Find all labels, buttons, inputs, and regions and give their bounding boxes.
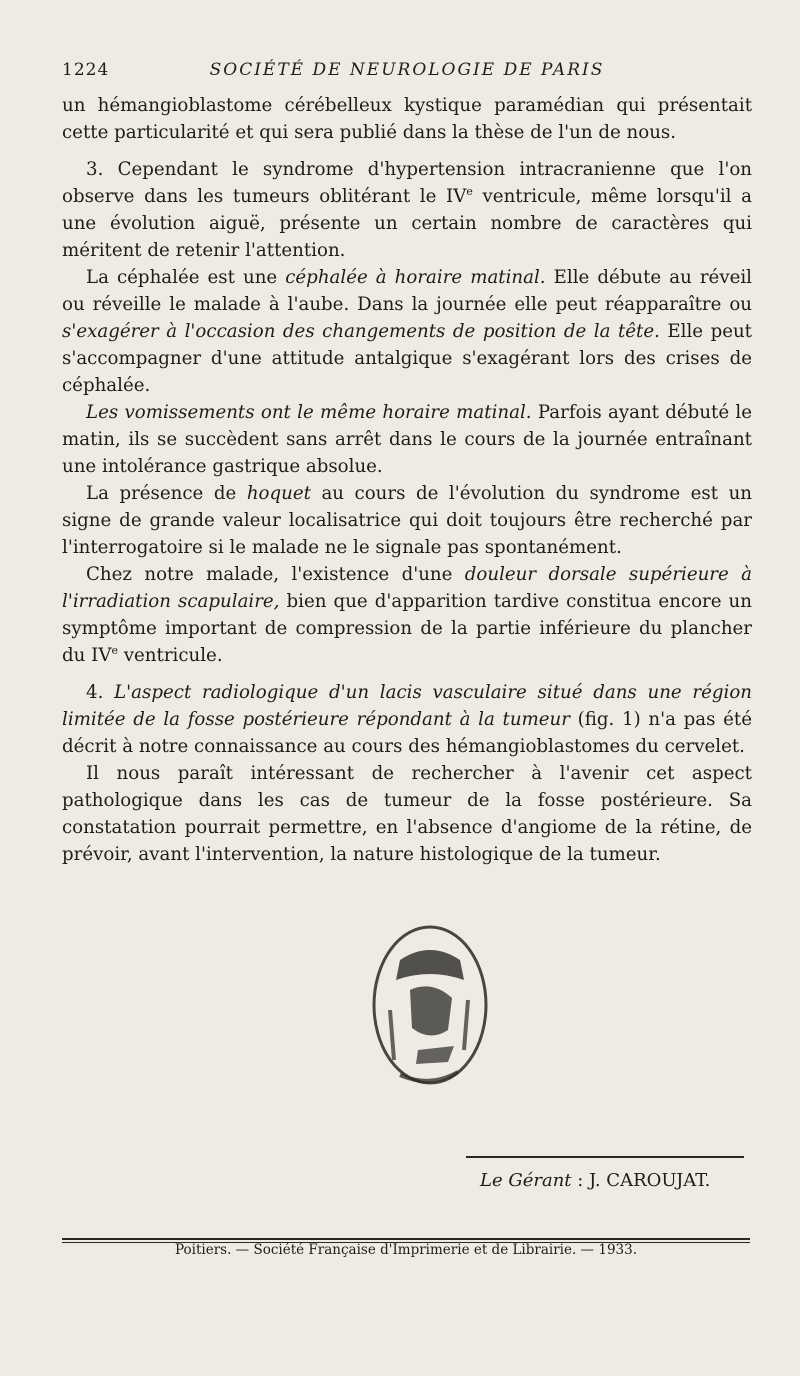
page-header [62,60,752,84]
paragraph-8: Il nous paraît intéressant de rechercher à l'avenir cet aspect pathologique dans les cas de tumeur de la fosse postérieure. Sa constatation pourrait permettre, en l'absence d'angiome de la rétine, de prévoir, avant l'intervention, la nature histologique de la tumeur. [62,763,752,865]
paragraph-6: Chez notre malade, l'existence d'une douleur dorsale supérieure à l'irradiation scapulaire, bien que d'apparition tardive constitua encore un symptôme important de compression de la partie inférieure du plancher du IVe ventricule. [62,564,752,666]
printer-imprint: Poitiers. — Société Française d'Imprimerie et de Librairie. — 1933. [174,1242,637,1258]
paragraph-7: 4. L'aspect radiologique d'un lacis vasculaire situé dans une région limitée de la fosse postérieure répondant à la tumeur (fig. 1) n'a pas été décrit à notre connaissance au cours des hémangioblastomes du cervelet. [62,682,752,757]
paragraph-5: La présence de hoquet au cours de l'évolution du syndrome est un signe de grande valeur localisatrice qui doit toujours être recherché par l'interrogatoire si le malade ne le signale pas spontanément. [62,483,752,558]
article-body [62,92,752,868]
paragraph-1: un hémangioblastome cérébelleux kystique paramédian qui présentait cette particularité et qui sera publié dans la thèse de l'un de nous. [62,95,752,143]
running-title: SOCIÉTÉ DE NEUROLOGIE DE PARIS [209,60,605,80]
page-number: 1224 [62,60,110,80]
signature-role: Le Gérant [480,1170,572,1191]
signature-rule [466,1156,744,1158]
signature-line: Le Gérant : J. CAROUJAT. [480,1170,711,1191]
signature-name: J. CAROUJAT. [589,1170,711,1191]
paragraph-2: 3. Cependant le syndrome d'hypertension intracranienne que l'on observe dans les tumeurs oblitérant le IVe ventricule, même lorsqu'il a une évolution aiguë, présente un certain nombre de caractères qui méritent de retenir l'attention. [62,159,752,261]
footer-rule [62,1238,750,1240]
paragraph-4: Les vomissements ont le même horaire matinal. Parfois ayant débuté le matin, ils se succèdent sans arrêt dans le cours de la journée entraînant une intolérance gastrique absolue. [62,402,752,477]
paragraph-3: La céphalée est une céphalée à horaire matinal. Elle débute au réveil ou réveille le malade à l'aube. Dans la journée elle peut réapparaître ou s'exagérer à l'occasion des changements de position de la tête. Elle peut s'accompagner d'une attitude antalgique s'exagérant lors des crises de céphalée. [62,267,752,396]
library-stamp-icon [360,910,500,1100]
